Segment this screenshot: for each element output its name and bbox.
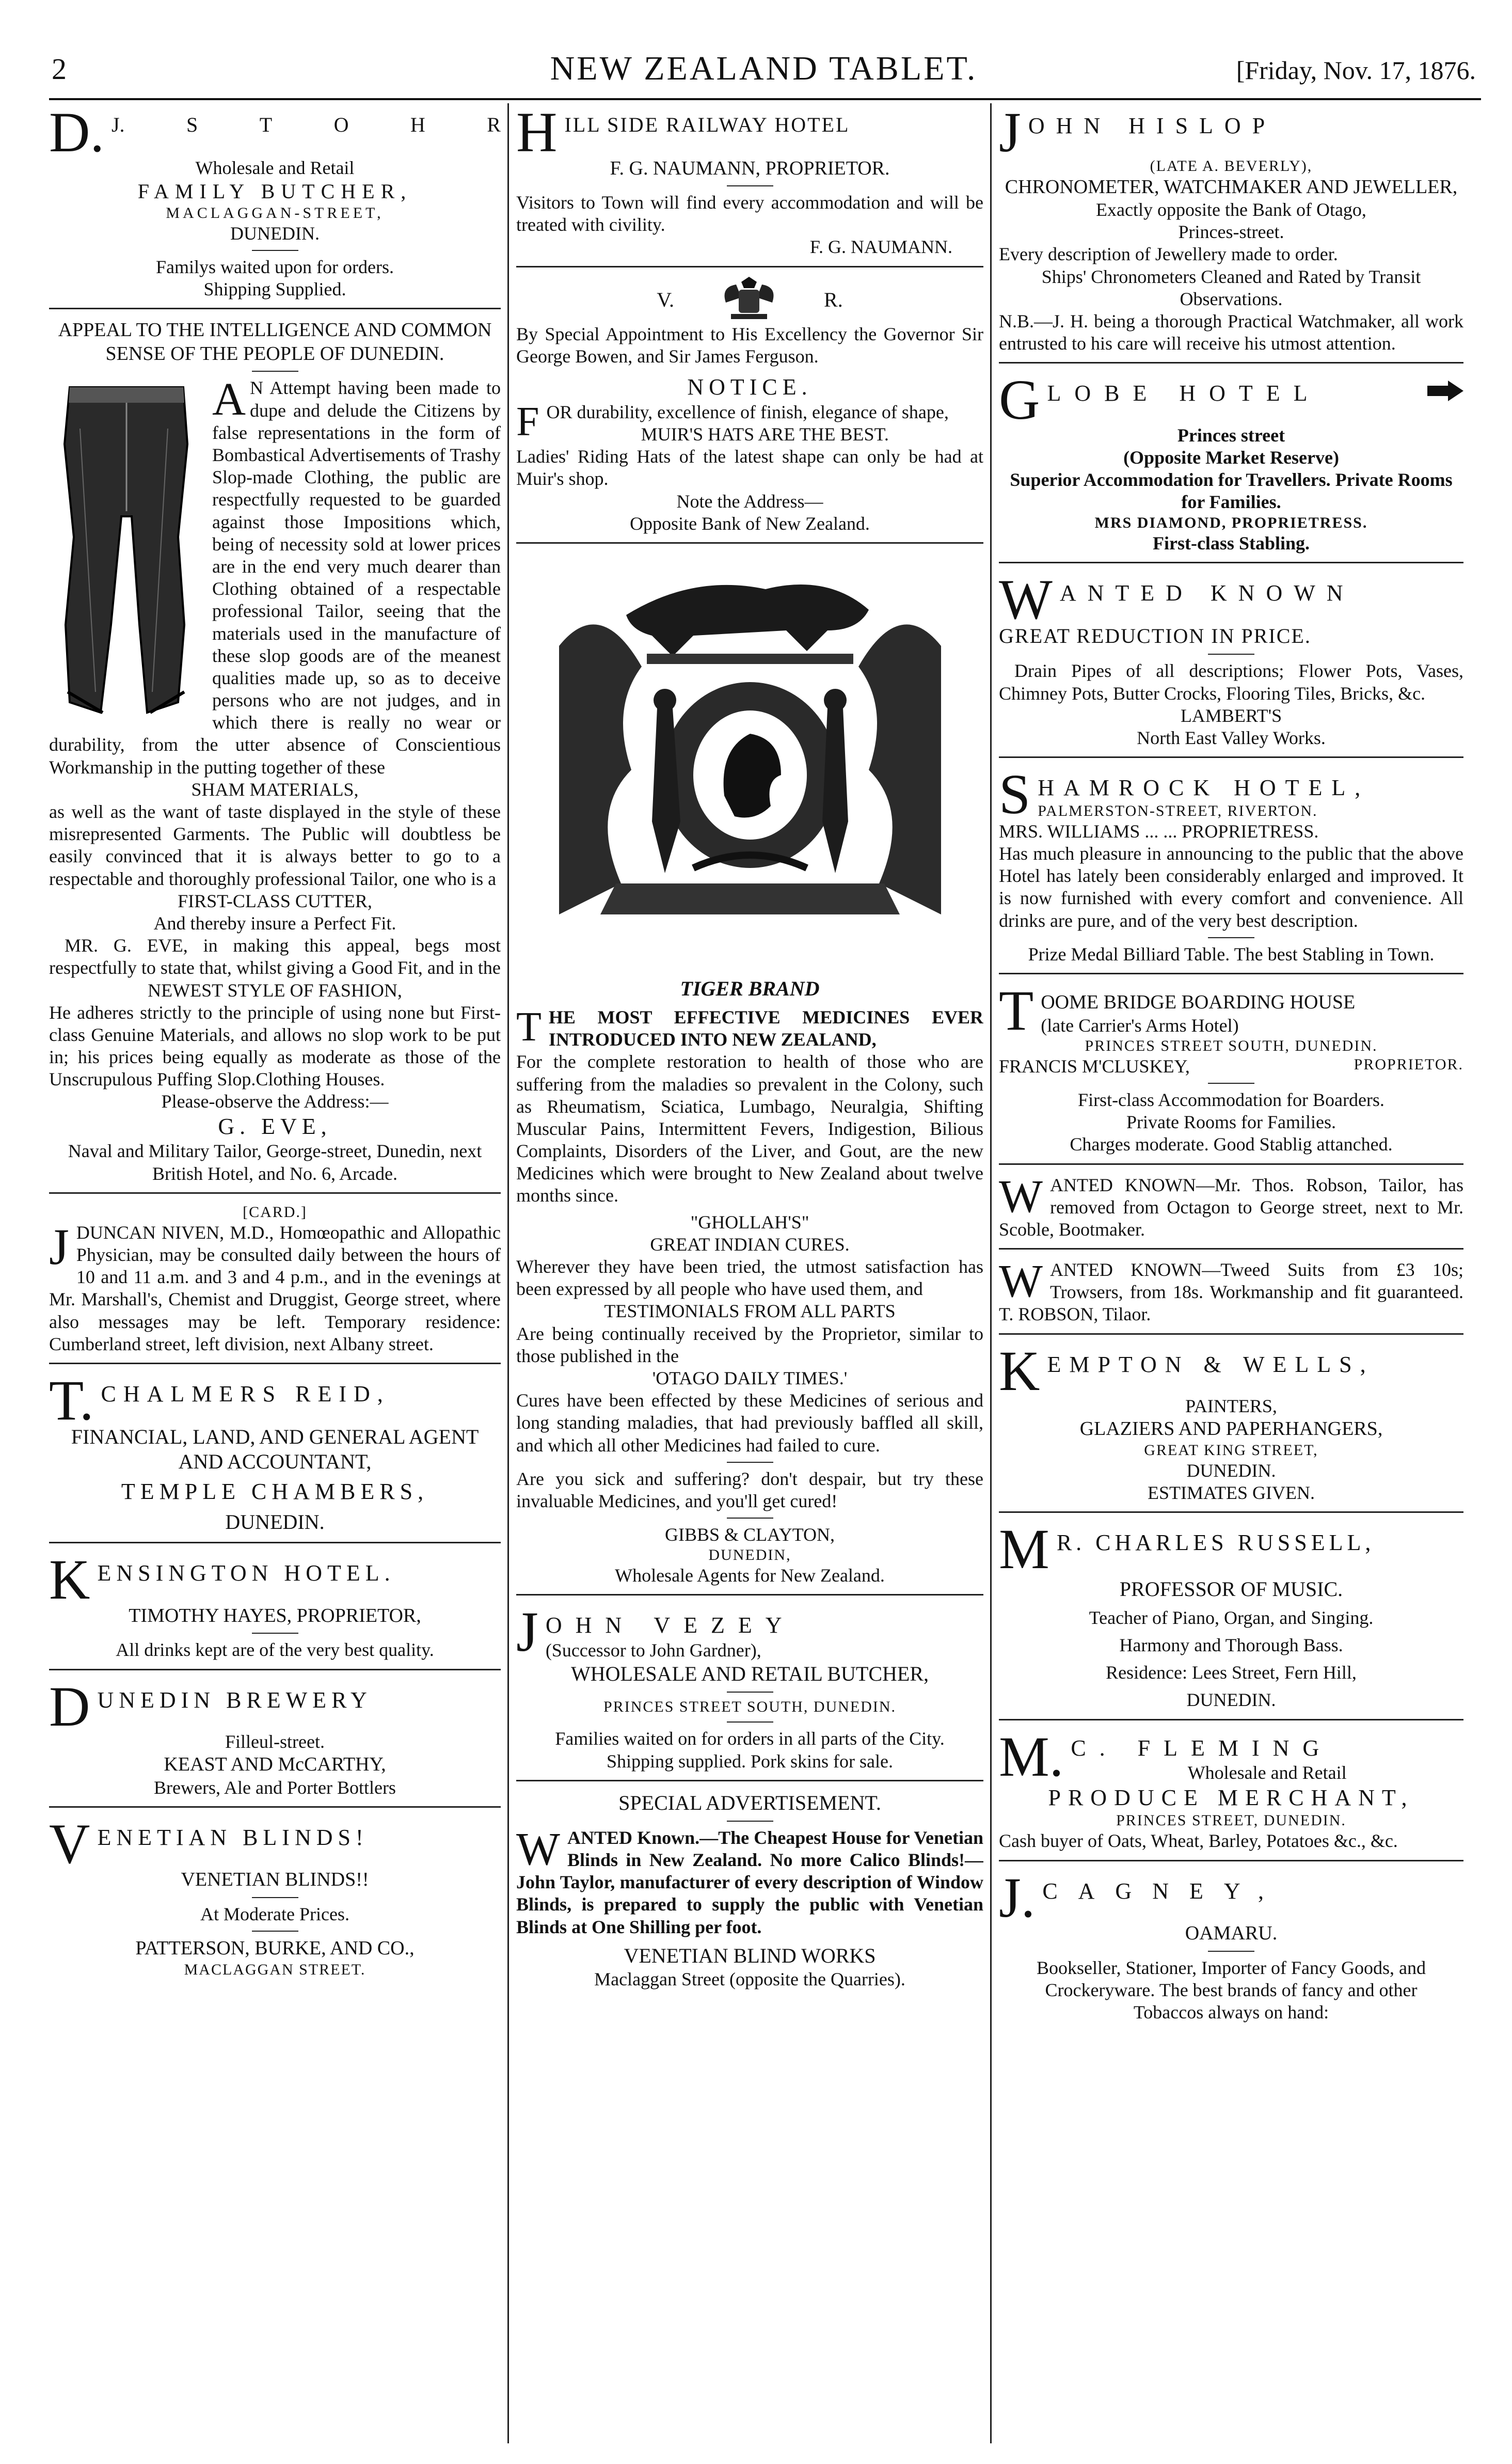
ad-initial: J.	[999, 1866, 1036, 1929]
ad-shamrock-hotel	[999, 765, 1463, 974]
ad-name: OOME BRIDGE BOARDING HOUSE	[1041, 991, 1356, 1014]
royal-initial: R.	[824, 288, 843, 311]
ad-fleming	[999, 1725, 1463, 1861]
ad-line: Prize Medal Billiard Table. The best Stabling in Town.	[1028, 943, 1435, 965]
ad-initial: D	[49, 1675, 90, 1738]
ad-initial: J	[999, 103, 1021, 164]
column-1	[49, 103, 501, 2443]
ad-line: First-class Stabling.	[1152, 532, 1310, 554]
ad-line: OAMARU.	[1185, 1922, 1278, 1945]
ad-eve-tailor	[49, 317, 501, 1194]
ad-name: EMPTON & WELLS,	[1047, 1351, 1374, 1377]
column-2	[516, 103, 983, 2443]
ad-line: GIBBS & CLAYTON,	[664, 1524, 835, 1545]
ad-name: UNEDIN BREWERY	[97, 1687, 372, 1713]
ad-line: Filleul-street.	[225, 1731, 325, 1752]
ad-line: (late Carrier's Arms Hotel)	[1041, 1015, 1239, 1036]
ad-line: CHRONOMETER, WATCHMAKER AND JEWELLER,	[1005, 176, 1458, 198]
divider	[727, 1462, 773, 1463]
pointing-hand-icon	[1427, 378, 1463, 404]
ad-line: 'OTAGO DAILY TIMES.'	[652, 1367, 848, 1388]
ad-body: Has much pleasure in announcing to the public that the above Hotel has lately been considerably enlarged and improved. It is now furnished with every comfort and convenience. All drinks are pure, and of the very best description.	[999, 843, 1463, 931]
ad-line: PRINCES STREET SOUTH, DUNEDIN.	[603, 1698, 896, 1716]
ad-body: Cures have been effected by these Medicines of serious and long standing maladies, that had previously baffled all skill, and which all other Medicines had failed to cure.	[516, 1390, 983, 1456]
ad-body: N.B.—J. H. being a thorough Practical Watchmaker, all work entrusted to his care will receive his utmost attention.	[999, 311, 1463, 354]
ad-line: PRINCES STREET SOUTH, DUNEDIN.	[1085, 1037, 1378, 1054]
ad-robson-removal	[999, 1172, 1463, 1250]
divider	[1208, 654, 1254, 655]
ad-special-venetian	[516, 1789, 983, 1998]
ad-john-vezey	[516, 1600, 983, 1781]
divider	[252, 1897, 298, 1898]
ad-body: Are you sick and suffering? don't despair, but try these invaluable Medicines, and you'll get cured!	[516, 1468, 983, 1511]
ad-line: Residence: Lees Street, Fern Hill,	[1106, 1662, 1357, 1683]
trousers-illustration	[49, 382, 204, 723]
ad-name: R. CHARLES RUSSELL,	[1056, 1530, 1375, 1556]
ad-line: Shipping supplied. Pork skins for sale.	[607, 1750, 893, 1772]
ad-line: (LATE A. BEVERLY),	[1150, 157, 1313, 175]
ad-gholla-medicines	[516, 551, 983, 1596]
drop-cap: W	[999, 1256, 1043, 1307]
ad-line: Ships' Chronometers Cleaned and Rated by Transit Observations.	[1041, 266, 1421, 309]
ad-line: Note the Address—	[676, 491, 823, 512]
ad-line: GREAT KING STREET,	[1144, 1441, 1318, 1459]
divider	[1208, 937, 1254, 938]
ad-line: Harmony and Thorough Bass.	[1119, 1635, 1343, 1656]
ad-line: Wholesale and Retail	[1187, 1762, 1347, 1783]
drop-cap: W	[516, 1823, 560, 1875]
ad-name: CAGNEY,	[1042, 1878, 1284, 1904]
ad-line: Familys waited upon for orders.	[156, 256, 394, 277]
ad-initial: M.	[999, 1725, 1064, 1788]
ad-line: MUIR'S HATS ARE THE BEST.	[641, 424, 889, 445]
ad-body: MR. G. EVE, in making this appeal, begs most respectfully to state that, whilst giving a Good Fit, and in the	[49, 935, 501, 978]
name-letter: J.	[111, 113, 125, 136]
column-rule-2	[990, 103, 992, 2443]
ad-initial: D.	[49, 103, 104, 164]
ad-line: (Successor to John Gardner),	[545, 1640, 761, 1661]
ad-title: APPEAL TO THE INTELLIGENCE AND COMMON SENSE OF THE PEOPLE OF DUNEDIN.	[58, 319, 492, 365]
ad-line: MRS DIAMOND, PROPRIETRESS.	[1094, 514, 1368, 531]
ad-body: Ladies' Riding Hats of the latest shape can only be had at Muir's shop.	[516, 446, 983, 489]
ad-line: And thereby insure a Perfect Fit.	[153, 912, 396, 934]
ad-body: ANTED KNOWN—Mr. Thos. Robson, Tailor, has removed from Octagon to George street, next to Mr. Scoble, Bootmaker.	[999, 1174, 1463, 1240]
ad-dunedin-brewery	[49, 1675, 501, 1808]
name-letter: O	[333, 113, 349, 136]
ad-wanted-known-lambert	[999, 567, 1463, 758]
divider	[727, 185, 773, 186]
ad-cagney	[999, 1866, 1463, 2031]
ad-name: HAMROCK HOTEL,	[1038, 775, 1370, 801]
drop-cap: F	[516, 399, 539, 445]
drop-cap: T	[516, 1004, 542, 1050]
ad-initial: K	[49, 1548, 90, 1612]
ad-initial: T	[999, 979, 1034, 1043]
ad-body: as well as the want of taste displayed in the style of these misrepresented Garments. The Public will doubtless be easily convinced that it is always better to go to a respectable and thoroughly professional Tailor, one who is a	[49, 801, 501, 889]
ad-john-hislop	[999, 103, 1463, 364]
ad-title: SPECIAL ADVERTISEMENT.	[618, 1791, 881, 1814]
ad-venetian-blinds	[49, 1812, 501, 1986]
ad-line: Opposite Bank of New Zealand.	[630, 513, 870, 534]
ad-niven	[49, 1201, 501, 1364]
ad-body: ANTED KNOWN—Tweed Suits from £3 10s; Trowsers, from 18s. Workmanship and fit guaranteed. T. ROBSON, Tilaor.	[999, 1259, 1463, 1325]
ad-body: Drain Pipes of all descriptions; Flower Pots, Vases, Chimney Pots, Butter Crocks, Flooring Tiles, Bricks, &c.	[999, 660, 1463, 704]
ad-body: For the complete restoration to health of those who are suffering from the maladies so prevalent in the Colony, such as Rheumatism, Sciatica, Lumbago, Neuralgia, Shifting Muscular Pains, Intermittent Fevers, Indigestion, Bilious Complaints, Disorders of the Liver, and Gout, are the new Medicines which were brought to New Zealand about twelve months since.	[516, 1051, 983, 1206]
ad-initial: G	[999, 368, 1040, 432]
ad-name: ANTED KNOWN	[1059, 580, 1355, 606]
ad-line: DUNEDIN.	[1186, 1689, 1276, 1711]
ad-line: TEMPLE CHAMBERS,	[121, 1479, 429, 1505]
brand-name: TIGER BRAND	[680, 976, 820, 1000]
ad-line: DUNEDIN.	[230, 223, 320, 244]
ad-body: Visitors to Town will find every accommodation and will be treated with civility.	[516, 192, 983, 235]
page-header	[46, 49, 1481, 90]
ad-line: PRINCES STREET, DUNEDIN.	[1116, 1812, 1346, 1829]
ad-body: Bookseller, Stationer, Importer of Fancy Goods, and Crockeryware. The best brands of fancy and other Tobaccos always on hand:	[1037, 1957, 1426, 2023]
ad-line: TESTIMONIALS FROM ALL PARTS	[604, 1301, 896, 1322]
divider	[727, 1692, 773, 1693]
ad-charles-russell	[999, 1520, 1463, 1720]
ad-globe-hotel	[999, 368, 1463, 563]
ad-body: N Attempt having been made to dupe and delude the Citizens by false representations in the form of Bombastical Advertisements of Trashy Slop-made Clothing, the public are respectfully requested to be guarded against those Impositions which, being of necessity sold at lower prices are in the end very much dearer than Clothing obtained of a respectable professional Tailor, seeing that the materials used in the manufacture of these slop goods are of the meanest qualities made up, so as to deceive persons who are not judges, and in which there is really no wear or durability, from the utter absence of Conscientious Workmanship in the putting together of these	[49, 377, 501, 778]
ad-line: Wholesale Agents for New Zealand.	[615, 1565, 885, 1586]
ad-line: [CARD.]	[243, 1203, 307, 1221]
name-letter: R	[487, 113, 501, 136]
ad-line: DUNEDIN.	[225, 1510, 325, 1534]
ad-line: NEWEST STYLE OF FASHION,	[148, 980, 402, 1001]
ad-name: LOBE HOTEL	[1047, 381, 1321, 406]
ad-line: FIRST-CLASS CUTTER,	[178, 890, 372, 911]
divider	[252, 250, 298, 251]
ad-line: F. G. NAUMANN, PROPRIETOR.	[610, 157, 890, 179]
ad-line: FAMILY BUTCHER,	[137, 179, 412, 203]
divider	[1208, 1083, 1254, 1084]
ad-line: At Moderate Prices.	[200, 1904, 349, 1925]
issue-date: [Friday, Nov. 17, 1876.	[1236, 56, 1476, 85]
ad-line: G. EVE,	[218, 1113, 332, 1139]
drop-cap: A	[212, 374, 246, 425]
ad-name: OHN VEZEY	[545, 1613, 795, 1638]
name-letter: T	[259, 113, 273, 136]
ad-initial: S	[999, 763, 1031, 826]
ad-line: KEAST AND McCARTHY,	[164, 1754, 386, 1776]
ad-line: TIMOTHY HAYES, PROPRIETOR,	[129, 1604, 421, 1626]
ad-line: PATTERSON, BURKE, AND CO.,	[135, 1937, 415, 1960]
ad-line: Shipping Supplied.	[203, 279, 346, 300]
drop-cap: W	[999, 1171, 1043, 1222]
divider	[252, 1931, 298, 1932]
ad-body: ANTED Known.—The Cheapest House for Venetian Blinds in New Zealand. No more Calico Blinds!—John Taylor, manufacturer of every description of Window Blinds, is prepared to supply the public with Venetian Blinds at One Shilling per foot.	[516, 1827, 983, 1937]
divider	[727, 1821, 773, 1822]
ad-line: NOTICE.	[687, 374, 813, 400]
tiger-brand-illustration	[516, 553, 983, 976]
divider	[727, 1518, 773, 1519]
ad-initial: H	[516, 103, 558, 164]
ad-toome-bridge	[999, 979, 1463, 1165]
ad-line: Princes-street.	[1178, 222, 1284, 243]
ad-line: MACLAGGAN STREET.	[184, 1961, 366, 1978]
ad-initial: J	[516, 1600, 538, 1664]
ad-line: Charges moderate. Good Stablig attanched.	[1070, 1134, 1393, 1155]
ad-line: Families waited on for orders in all parts of the City.	[555, 1728, 945, 1749]
ad-line: First-class Accommodation for Boarders.	[1078, 1089, 1384, 1110]
ad-line: F. G. NAUMANN.	[809, 236, 952, 258]
ad-body: Are being continually received by the Proprietor, similar to those published in the	[516, 1323, 983, 1366]
name-letter: H	[410, 113, 425, 136]
ad-kensington-hotel	[49, 1548, 501, 1670]
ad-line: "GHOLLAH'S"	[690, 1211, 809, 1233]
ad-initial: M	[999, 1518, 1049, 1581]
ad-line: GREAT INDIAN CURES.	[650, 1234, 850, 1255]
ad-name: ENSINGTON HOTEL.	[97, 1560, 395, 1586]
ad-line: Brewers, Ale and Porter Bottlers	[154, 1777, 396, 1798]
ad-line: Naval and Military Tailor, George-street, Dunedin, next British Hotel, and No. 6, Arcade.	[68, 1141, 482, 1184]
ad-line: PRODUCE MERCHANT,	[1048, 1784, 1414, 1810]
proprietor-name: FRANCIS M'CLUSKEY,	[999, 1055, 1190, 1077]
header-rule	[49, 98, 1481, 100]
divider	[252, 371, 298, 372]
royal-arms-icon	[715, 277, 783, 323]
ad-line: ESTIMATES GIVEN.	[1148, 1482, 1315, 1504]
ad-line: Exactly opposite the Bank of Otago,	[1096, 199, 1366, 220]
ad-line: Please-observe the Address:—	[161, 1091, 389, 1112]
ad-initial: J	[49, 1218, 69, 1275]
ad-line: (Opposite Market Reserve)	[1123, 447, 1339, 468]
royal-initial: V.	[657, 288, 675, 311]
ad-line: MRS. WILLIAMS ... ... PROPRIETRESS.	[999, 820, 1319, 842]
ad-line: North East Valley Works.	[1137, 727, 1326, 748]
ad-stohr	[49, 103, 501, 309]
divider	[1208, 1951, 1254, 1952]
ad-line: VENETIAN BLINDS!!	[181, 1869, 369, 1891]
ad-line: PROFESSOR OF MUSIC.	[1119, 1577, 1343, 1601]
proprietor-title: PROPRIETOR.	[1354, 1055, 1463, 1073]
ad-initial: W	[999, 567, 1053, 631]
ad-line: MACLAGGAN-STREET,	[166, 204, 384, 222]
ad-name: C. FLEMING	[1071, 1735, 1333, 1761]
ad-line: Private Rooms for Families.	[1126, 1112, 1336, 1133]
ad-body: DUNCAN NIVEN, M.D., Homœopathic and Allopathic Physician, may be consulted daily between the hours of 10 and 11 a.m. and 3 and 4 p.m., and in the evenings at Mr. Marshall's, Chemist and Druggist, George street, where also messages may be left. Temporary residence: Cumberland street, left division, next Albany street.	[49, 1222, 501, 1354]
ad-kempton-wells	[999, 1339, 1463, 1513]
ad-line: DUNEDIN.	[1186, 1460, 1276, 1481]
ad-name: ENETIAN BLINDS!	[97, 1824, 369, 1850]
ad-title: HE MOST EFFECTIVE MEDICINES EVER INTRODUCED INTO NEW ZEALAND,	[548, 1006, 983, 1050]
ad-body: OR durability, excellence of finish, elegance of shape,	[546, 401, 949, 422]
ad-line: Wholesale and Retail	[195, 157, 355, 178]
ad-line: Superior Accommodation for Travellers. Private Rooms for Families.	[1010, 469, 1453, 513]
ad-hill-side-hotel	[516, 103, 983, 267]
ad-initial: K	[999, 1339, 1040, 1402]
column-3	[999, 103, 1463, 2443]
ad-chalmers-reid	[49, 1368, 501, 1543]
page-number: 2	[52, 52, 67, 86]
divider	[252, 1633, 298, 1634]
divider	[727, 1721, 773, 1723]
ad-line: Maclaggan Street (opposite the Quarries).	[594, 1968, 905, 1989]
ad-initial: T.	[49, 1368, 94, 1432]
ad-name: OHN HISLOP	[1028, 113, 1277, 138]
ad-line: DUNEDIN,	[708, 1546, 791, 1564]
ad-initial: V	[49, 1812, 90, 1875]
ad-name: CHALMERS REID,	[101, 1381, 390, 1407]
ad-line: GREAT REDUCTION IN PRICE.	[999, 624, 1311, 648]
ad-muir-hats	[516, 275, 983, 544]
ad-line: WHOLESALE AND RETAIL BUTCHER,	[570, 1662, 929, 1686]
ad-line: PALMERSTON-STREET, RIVERTON.	[1038, 802, 1318, 819]
ad-line: VENETIAN BLIND WORKS	[624, 1944, 876, 1967]
ad-line: LAMBERT'S	[1180, 705, 1282, 726]
masthead: NEW ZEALAND TABLET.	[550, 50, 978, 87]
ad-line: Princes street	[1177, 424, 1285, 446]
ad-body: Wherever they have been tried, the utmost satisfaction has been expressed by all people who have used them, and	[516, 1256, 983, 1300]
column-rule-1	[507, 103, 509, 2443]
ad-line: SHAM MATERIALS,	[191, 779, 359, 800]
ad-line: GLAZIERS AND PAPERHANGERS,	[1079, 1418, 1383, 1440]
name-letter: S	[186, 113, 198, 136]
ad-line: All drinks kept are of the very best quality.	[116, 1639, 434, 1661]
ad-body: Cash buyer of Oats, Wheat, Barley, Potatoes &c., &c.	[999, 1830, 1398, 1852]
ad-line: Every description of Jewellery made to order.	[999, 244, 1338, 265]
ad-line: PAINTERS,	[1185, 1396, 1277, 1417]
ad-robson-tweed	[999, 1257, 1463, 1335]
ad-name: ILL SIDE RAILWAY HOTEL	[564, 113, 850, 136]
ad-body: He adheres strictly to the principle of using none but First-class Genuine Materials, and allows no slop work to be put in; his prices being equally as moderate as those of the Unscrupulous Puffing Slop.Clothing Houses.	[49, 1002, 501, 1090]
ad-line: Teacher of Piano, Organ, and Singing.	[1089, 1607, 1374, 1628]
ad-body: By Special Appointment to His Excellency the Governor Sir George Bowen, and Sir James Ferguson.	[516, 323, 983, 367]
ad-line: FINANCIAL, LAND, AND GENERAL AGENT AND ACCOUNTANT,	[71, 1425, 479, 1474]
